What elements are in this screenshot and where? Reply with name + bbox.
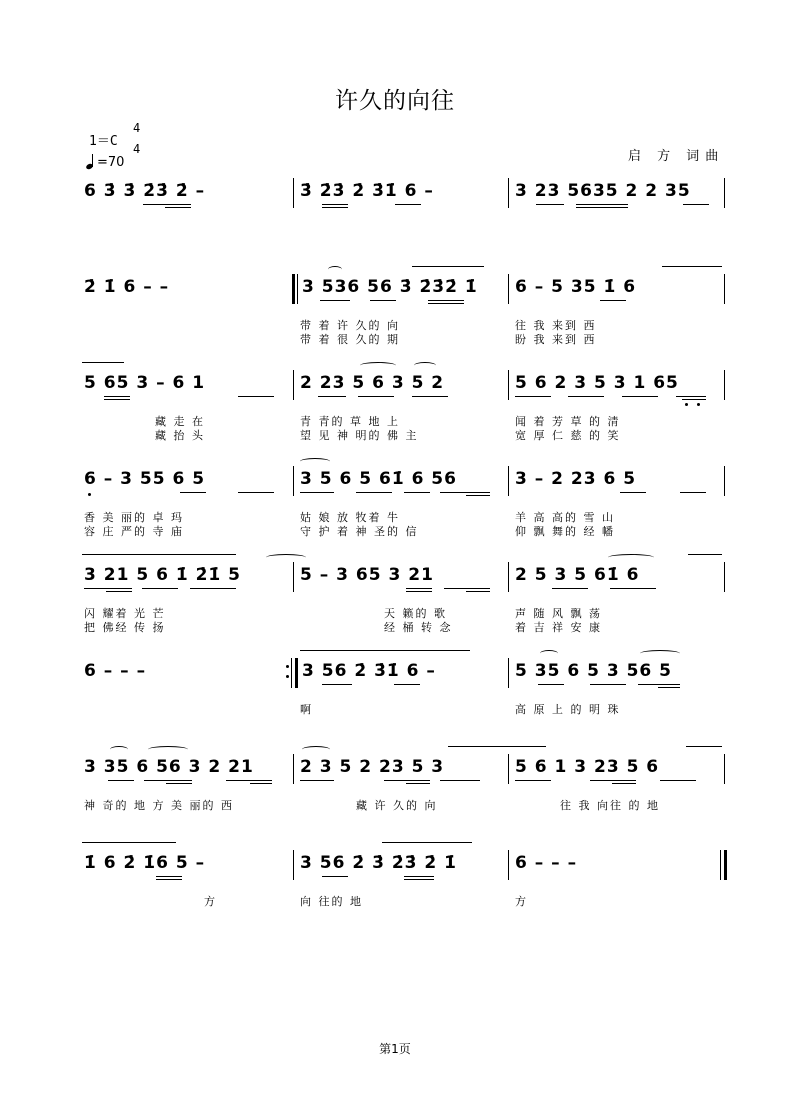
- measure-notes: 5 35 6 5 3 56 5: [515, 661, 672, 681]
- page-title: 许久的向往: [335, 88, 455, 114]
- lyrics-line-1: 方: [515, 895, 528, 908]
- measure-notes: 3 5 6 5 61̇ 6 56: [300, 469, 457, 489]
- barline: [508, 178, 509, 208]
- lyrics-line-1: 往 我 来到 西: [515, 319, 597, 332]
- barline: [724, 754, 725, 784]
- lyrics-line-1: 闪 耀着 光 芒: [84, 607, 166, 620]
- barline: [724, 562, 725, 592]
- time-signature-top: 4: [133, 121, 141, 135]
- measure-notes: 3 35 6 56 3 2 21: [84, 757, 254, 777]
- lyrics-line-2: 望 见 神 明的 佛 主: [300, 429, 419, 442]
- repeat-barline: [295, 658, 298, 688]
- lyrics-line-2: 经 桶 转 念: [384, 621, 453, 634]
- barline: [724, 466, 725, 496]
- measure-notes: 2 3 5 2 23 5 3: [300, 757, 445, 777]
- barline: [291, 658, 292, 688]
- lyrics-line-1: 藏 走 在: [155, 415, 205, 428]
- lyrics-line-1: 神 奇的 地 方 美 丽的 西: [84, 799, 234, 812]
- lyrics-line-2: 盼 我 来到 西: [515, 333, 597, 346]
- lyrics-line-1: 香 美 丽的 卓 玛: [84, 511, 184, 524]
- lyrics-line-1: 向 往的 地: [300, 895, 363, 908]
- barline: [508, 466, 509, 496]
- barline: [293, 466, 294, 496]
- repeat-barline: [292, 274, 295, 304]
- measure-notes: 3 536 56 3̇ 2̇3̇2̇ 1̇: [302, 277, 478, 297]
- measure-notes: 5 6 1 3 23 5 6: [515, 757, 660, 777]
- measure-notes: 3 21 5 6 1̇ 2̇1̇ 5: [84, 565, 241, 585]
- measure-notes: 5 – 3 65 3 21: [300, 565, 434, 585]
- barline: [293, 754, 294, 784]
- measure-notes: 3 23 5635 2 2 35: [515, 181, 691, 201]
- barline: [508, 754, 509, 784]
- barline: [293, 562, 294, 592]
- lyrics-line-1: 闻 着 芳 草 的 清: [515, 415, 621, 428]
- measure-notes: 3 56 2̇ 3̇ 2̇3̇ 2̇ 1̇: [300, 853, 457, 873]
- repeat-dot: [286, 665, 289, 668]
- measure-notes: 5 6 2 3 5 3 1 65: [515, 373, 679, 393]
- tempo-value: =70: [97, 155, 125, 170]
- barline: [508, 658, 509, 688]
- lyrics-line-2: 守 护 着 神 圣的 信: [300, 525, 419, 538]
- lyrics-line-1: 啊: [300, 703, 313, 716]
- measure-notes: 6 – – –: [84, 661, 147, 681]
- measure-notes: 2 23 5 6 3 5 2: [300, 373, 445, 393]
- barline: [297, 274, 298, 304]
- measure-notes: 3 56 2̇ 3̇1̇ 6 –: [302, 661, 436, 681]
- lyrics-line-1: 姑 娘 放 牧着 牛: [300, 511, 400, 524]
- measure-notes: 6 3̇ 3̇ 2̇3̇ 2̇ –: [84, 181, 206, 201]
- measure-notes: 6 – – –: [515, 853, 578, 873]
- lyrics-line-1: 青 青的 草 地 上: [300, 415, 400, 428]
- barline: [724, 178, 725, 208]
- lyrics-line-2: 容 庄 严的 寺 庙: [84, 525, 184, 538]
- lyrics-line-1: 声 随 风 飘 荡: [515, 607, 602, 620]
- lyrics-line-2: 着 吉 祥 安 康: [515, 621, 602, 634]
- repeat-dot: [286, 675, 289, 678]
- time-signature-bottom: 4: [133, 142, 141, 156]
- barline: [724, 274, 725, 304]
- measure-notes: 3̇ 2̇3̇ 2̇ 3̇1̇ 6 –: [300, 181, 434, 201]
- barline: [508, 562, 509, 592]
- measure-notes: 6 – 5 35 1̇ 6: [515, 277, 637, 297]
- quarter-note-icon: [86, 154, 96, 170]
- lyrics-line-2: 带 着 很 久的 期: [300, 333, 400, 346]
- lyrics-line-1: 带 着 许 久的 向: [300, 319, 400, 332]
- lyrics-line-2: 仰 飘 舞的 经 幡: [515, 525, 615, 538]
- measure-notes: 1̇ 6 2̇ 1̇6 5 –: [84, 853, 206, 873]
- barline: [508, 850, 509, 880]
- barline: [724, 370, 725, 400]
- measure-notes: 2 5 3 5 61̇ 6: [515, 565, 640, 585]
- barline: [293, 370, 294, 400]
- barline: [293, 850, 294, 880]
- barline: [508, 370, 509, 400]
- final-barline-thin: [720, 850, 721, 880]
- lyrics-line-1: 往 我 向往 的 地: [560, 799, 660, 812]
- lyrics-line-1: 高 原 上 的 明 珠: [515, 703, 621, 716]
- lyrics-line-1: 藏 许 久的 向: [356, 799, 438, 812]
- measure-notes: 6 – 3 55 6 5: [84, 469, 206, 489]
- tempo-marking: [86, 154, 124, 170]
- lyrics-line-1: 方: [204, 895, 217, 908]
- key-signature: 1＝C: [89, 134, 118, 149]
- lyrics-line-1: 羊 高 高的 雪 山: [515, 511, 615, 524]
- page-number: 第1页: [379, 1042, 411, 1056]
- lyrics-line-1: 天 籁的 歌: [384, 607, 447, 620]
- composer-credit: 启 方 词曲: [628, 149, 725, 164]
- lyrics-line-2: 把 佛经 传 扬: [84, 621, 166, 634]
- barline: [293, 178, 294, 208]
- lyrics-line-2: 藏 抬 头: [155, 429, 205, 442]
- barline: [508, 274, 509, 304]
- measure-notes: 3 – 2 23 6 5: [515, 469, 637, 489]
- measure-notes: 5 65 3 – 6 1: [84, 373, 206, 393]
- measure-notes: 2̇ 1̇ 6 – –: [84, 277, 170, 297]
- final-barline-thick: [724, 850, 727, 880]
- lyrics-line-2: 宽 厚 仁 慈 的 笑: [515, 429, 621, 442]
